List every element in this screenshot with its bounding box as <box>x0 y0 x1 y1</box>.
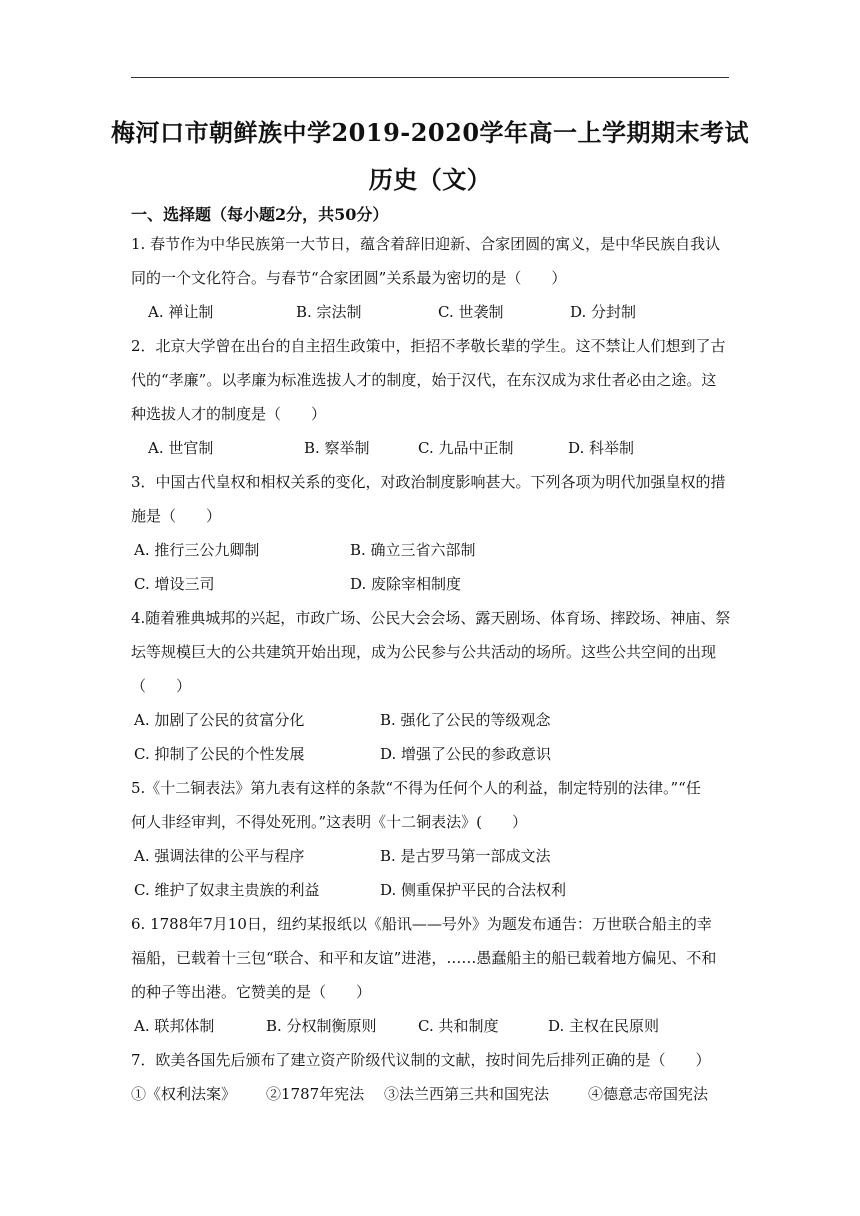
question-2-line-3: 种选拔人才的制度是（ ） <box>131 405 327 423</box>
exam-title: 梅河口市朝鲜族中学2019-2020学年高一上学期期末考试 <box>110 118 750 147</box>
question-6-line-2: 福船，已载着十三包“联合、和平和友谊”进港，……愚蠢船主的船已载着地方偏见、不和 <box>131 949 717 967</box>
question-2-option-a: A. 世官制 <box>148 439 214 457</box>
question-3-option-c: C. 增设三司 <box>134 575 215 593</box>
question-6-option-c: C. 共和制度 <box>418 1017 499 1035</box>
question-1-option-d: D. 分封制 <box>570 303 637 321</box>
question-2-line-2: 代的“孝廉”。以孝廉为标准选拔人才的制度，始于汉代，在东汉成为求仕者必由之途。这 <box>131 371 717 389</box>
question-1-line-2: 同的一个文化符合。与春节“合家团圆”关系最为密切的是（ ） <box>131 269 567 287</box>
question-3-option-d: D. 废除宰相制度 <box>350 575 462 593</box>
question-6-line-1: 6. 1788年7月10日，纽约某报纸以《船讯——号外》为题发布通告：万世联合船主的幸 <box>131 915 712 933</box>
question-3-line-1: 3．中国古代皇权和相权关系的变化，对政治制度影响甚大。下列各项为明代加强皇权的措 <box>131 473 726 491</box>
question-5-option-d: D. 侧重保护平民的合法权利 <box>380 881 567 899</box>
question-5-option-c: C. 维护了奴隶主贵族的利益 <box>134 881 320 899</box>
question-6-option-d: D. 主权在民原则 <box>548 1017 660 1035</box>
question-4-option-c: C. 抑制了公民的个性发展 <box>134 745 305 763</box>
header-rule <box>131 77 729 78</box>
question-2-option-c: C. 九品中正制 <box>418 439 514 457</box>
question-5-line-1: 5.《十二铜表法》第九表有这样的条款“不得为任何个人的利益，制定特别的法律。”“任 <box>131 779 701 797</box>
question-2-line-1: 2．北京大学曾在出台的自主招生政策中，拒招不孝敬长辈的学生。这不禁让人们想到了古 <box>131 337 726 355</box>
question-5-line-2: 何人非经审判，不得处死刑。”这表明《十二铜表法》( ） <box>131 813 528 831</box>
question-7-item-1: ①《权利法案》 <box>131 1085 237 1103</box>
question-5-option-b: B. 是古罗马第一部成文法 <box>380 847 551 865</box>
question-4-line-3: （ ） <box>131 677 192 695</box>
question-2-option-d: D. 科举制 <box>568 439 635 457</box>
question-1-option-b: B. 宗法制 <box>296 303 362 321</box>
section-heading: 一、选择题（每小题2分，共50分） <box>131 205 389 224</box>
question-4-option-d: D. 增强了公民的参政意识 <box>380 745 552 763</box>
question-3-option-b: B. 确立三省六部制 <box>350 541 476 559</box>
exam-subtitle: 历史（文） <box>368 165 492 194</box>
question-7-item-3: ③法兰西第三共和国宪法 <box>384 1085 550 1103</box>
question-1-option-a: A. 禅让制 <box>148 303 214 321</box>
question-2-option-b: B. 察举制 <box>304 439 370 457</box>
question-6-option-b: B. 分权制衡原则 <box>266 1017 377 1035</box>
question-3-line-2: 施是（ ） <box>131 507 222 525</box>
question-1-line-1: 1. 春节作为中华民族第一大节日，蕴含着辞旧迎新、合家团圆的寓义，是中华民族自我认 <box>131 235 721 253</box>
question-6-option-a: A. 联邦体制 <box>134 1017 215 1035</box>
question-7-line-1: 7．欧美各国先后颁布了建立资产阶级代议制的文献，按时间先后排列正确的是（ ） <box>131 1051 711 1069</box>
question-4-line-1: 4.随着雅典城邦的兴起，市政广场、公民大会会场、露天剧场、体育场、摔跤场、神庙、祭 <box>131 609 731 627</box>
question-1-option-c: C. 世袭制 <box>438 303 504 321</box>
question-5-option-a: A. 强调法律的公平与程序 <box>134 847 305 865</box>
question-3-option-a: A. 推行三公九卿制 <box>134 541 260 559</box>
question-4-option-b: B. 强化了公民的等级观念 <box>380 711 551 729</box>
question-6-line-3: 的种子等出港。它赞美的是（ ） <box>131 983 372 1001</box>
question-7-item-4: ④德意志帝国宪法 <box>588 1085 709 1103</box>
question-4-line-2: 坛等规模巨大的公共建筑开始出现，成为公民参与公共活动的场所。这些公共空间的出现 <box>131 643 717 661</box>
question-7-item-2: ②1787年宪法 <box>266 1085 365 1103</box>
question-4-option-a: A. 加剧了公民的贫富分化 <box>134 711 305 729</box>
